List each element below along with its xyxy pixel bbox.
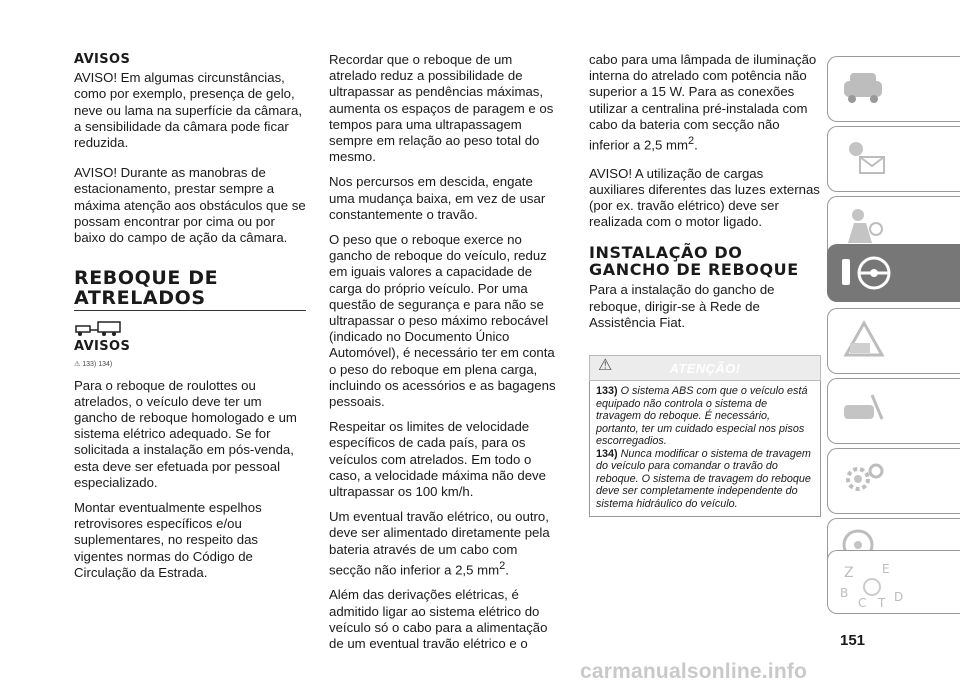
svg-text:B: B xyxy=(840,586,849,600)
tab-index[interactable] xyxy=(827,550,960,614)
warning-num: 134) xyxy=(596,447,618,460)
superscript: 2 xyxy=(499,559,506,572)
warning-label: ATENÇÃO! xyxy=(669,361,741,377)
paragraph: Recordar que o reboque de um atrelado reduz a possibilidade de ultrapassar as pendências máximas, aumenta os espaços de paragem e os tempos para uma ultrapassagem sempre em relação ao peso total do mesmo. xyxy=(329,52,554,165)
car-wrench-icon xyxy=(838,385,888,435)
paragraph xyxy=(589,52,821,154)
key-steering-wheel-icon xyxy=(838,251,894,299)
paragraph: AVISO! A utilização de cargas auxiliares diferentes das luzes externas (por ex. travão elétrico) deve ser realizada com o motor ligado. xyxy=(589,165,820,230)
warning-text: O sistema ABS com que o veículo está equipado não controla o sistema de travagem do reboque. É necessário, portanto, ter um cuidado especial nos pisos escorregadios. xyxy=(596,385,808,448)
warning-item xyxy=(596,448,814,511)
index-letters-icon xyxy=(838,557,908,613)
svg-text:C: C xyxy=(858,596,867,610)
warning-triangle-icon: ⚠ xyxy=(598,357,613,375)
paragraph-text: Um eventual travão elétrico, ou outro, deve ser alimentado diretamente pela bateria através de um cabo com secção não inferior a 2,5 mm xyxy=(329,509,550,578)
tab-lights[interactable] xyxy=(827,126,960,192)
paragraph: O peso que o reboque exerce no gancho de reboque do veículo, reduz em iguais valores a capacidade de carga do próprio veículo. Por uma questão de segurança e para não se ultrapassar o peso máximo rebocável (indicado no Documento Único Automóvel), é necessário ter em conta o peso do reboque em plena carga, incluindo os acessórios e as bagagens pessoais. xyxy=(329,232,556,410)
trailer-towing-icon xyxy=(74,319,306,337)
warning-num: 133) xyxy=(596,385,618,398)
section-title-line1: REBOQUE DE xyxy=(74,267,219,290)
warning-refs-text: 133) 134) xyxy=(82,361,113,369)
superscript: 2 xyxy=(687,135,695,148)
tab-car[interactable] xyxy=(827,56,960,122)
section-title-line1: INSTALAÇÃO DO xyxy=(589,243,743,263)
gear-icon xyxy=(838,455,888,505)
page-number: 151 xyxy=(840,632,866,649)
section-title-line2: GANCHO DE REBOQUE xyxy=(589,260,799,280)
warning-triangle-icon: ⚠ xyxy=(74,361,81,369)
paragraph: AVISO! Em algumas circunstâncias, como por exemplo, presença de gelo, neve ou lama na superfície da câmara, a sensibilidade da câmara pode ficar reduzida. xyxy=(74,70,302,151)
paragraph xyxy=(329,509,561,578)
tab-technical-data[interactable] xyxy=(827,448,960,514)
section-title xyxy=(589,244,821,278)
paragraph: Além das derivações elétricas, é admitido ligar ao sistema elétrico do veículo só o cabo para a alimentação de um eventual travão elétrico e o xyxy=(329,587,548,652)
tab-maintenance[interactable] xyxy=(827,378,960,444)
paragraph-end: . xyxy=(694,137,698,153)
warning-header xyxy=(589,355,821,381)
paragraph: Nos percursos em descida, engate uma mudança baixa, em vez de usar constantemente o travão. xyxy=(329,174,546,222)
section-title-line2: ATRELADOS xyxy=(74,287,206,310)
paragraph-end: . xyxy=(505,562,509,578)
paragraph-text: cabo para uma lâmpada de iluminação interna do atrelado com potência não superior a 15 W. Para as conexões utilizar a centralina pré-instalada com cabo da bateria com secção não inferior a 2,5 mm xyxy=(589,52,817,153)
paragraph: AVISO! Durante as manobras de estacionamento, prestar sempre a máxima atenção aos obstáculos que se possam encontrar por cima ou por baixo do campo de ação da câmara. xyxy=(74,165,306,246)
section-title xyxy=(74,268,306,308)
avisos-heading: AVISOS xyxy=(74,52,131,67)
column-3 xyxy=(589,52,821,517)
warning-item xyxy=(596,385,814,448)
column-2 xyxy=(329,52,561,661)
warning-refs xyxy=(74,357,306,373)
avisos-heading: AVISOS xyxy=(74,339,131,355)
footer-watermark: carmanualsonline.info xyxy=(580,660,808,683)
lights-envelope-icon xyxy=(838,133,888,183)
paragraph: Respeitar os limites de velocidade específicos de cada país, para os veículos com atrelados. Em todo o caso, a velocidade máxima não deve ultrapassar os 100 km/h. xyxy=(329,419,546,500)
tab-start-driving[interactable] xyxy=(827,244,960,302)
column-1 xyxy=(74,52,306,590)
svg-text:D: D xyxy=(894,590,904,604)
warning-triangle-car-icon xyxy=(838,315,888,365)
paragraph: Para a instalação do gancho de reboque, dirigir-se à Rede de Assistência Fiat. xyxy=(589,282,775,330)
tab-emergency[interactable] xyxy=(827,308,960,374)
svg-text:E: E xyxy=(882,562,890,576)
warning-text: Nunca modificar o sistema de travagem do veículo para comandar o travão do reboque. O sistema de travagem do reboque deve ser completamente independente do sistema hidráulico do veículo. xyxy=(596,447,811,510)
paragraph: Para o reboque de roulottes ou atrelados, o veículo deve ter um gancho de reboque homologado e um sistema elétrico adequado. Se for solicitada a instalação em pós-venda, esta deve ser efetuada por pessoal especializado. xyxy=(74,377,297,490)
svg-text:Z: Z xyxy=(844,565,854,581)
car-icon xyxy=(838,63,888,113)
warning-box xyxy=(589,381,821,517)
divider xyxy=(74,310,306,311)
paragraph: Montar eventualmente espelhos retrovisores específicos e/ou suplementares, no respeito das vigentes normas do Código de Circulação da Estrada. xyxy=(74,500,262,580)
svg-text:T: T xyxy=(878,596,886,610)
